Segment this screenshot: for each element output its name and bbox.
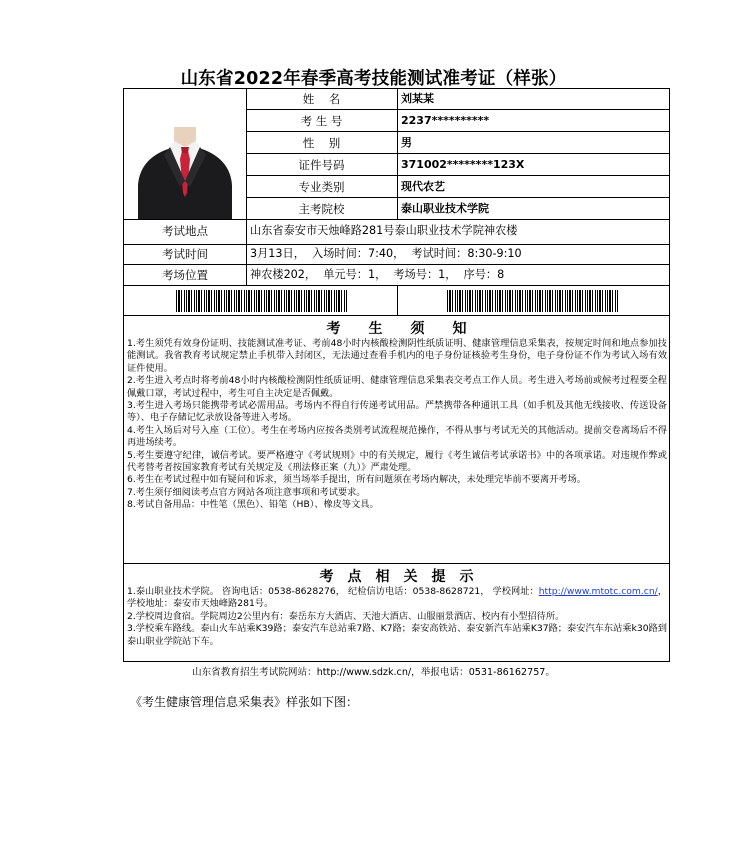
value-name: 刘某某 — [401, 92, 434, 105]
notice-title: 考生须知 — [326, 321, 495, 337]
value-id-number: 371002********123X — [401, 158, 525, 171]
label-exam-time: 考试时间 — [162, 247, 208, 261]
tips-item-1-prefix: 1.泰山职业技术学院。 咨询电话：0538-8628276， 纪检信访电话：0538-8628721， 学校网址： — [127, 586, 539, 597]
page-title: 山东省2022年春季高考技能测试准考证（样张） — [180, 69, 567, 89]
school-website-link[interactable]: http://www.mtotc.com.cn/ — [538, 586, 658, 597]
admission-ticket — [123, 88, 670, 662]
notice-item: 3.考生进入考场只能携带考试必需用品。考场内不得自行传递考试用品。严禁携带各种通讯工具（如手机及其他无线接收、传送设备等）、电子存储记忆录放设备等进入考场。 — [127, 400, 667, 424]
label-exam-location: 考试地点 — [162, 224, 208, 238]
notice-list — [127, 338, 667, 512]
tips-item: 3.学校乘车路线。泰山火车站乘K39路；泰安汽车总站乘7路、K7路；泰安高铁站、泰安新汽车站乘K37路；泰安汽车东站乘k30路到泰山职业学院站下车。 — [127, 623, 667, 647]
value-exam-number: 2237********** — [401, 114, 490, 127]
tips-item-1-suffix: ， 学校地址：泰安市天烛峰路281号。 — [127, 586, 668, 610]
value-exam-time: 3月13日， 入场时间：7:40， 考试时间：8:30-9:10 — [250, 247, 522, 260]
value-exam-room: 神农楼202， 单元号：1， 考场号：1， 序号：8 — [250, 268, 505, 281]
barcode-right — [447, 290, 619, 312]
tips-title: 考点相关提示 — [319, 569, 488, 585]
value-exam-location: 山东省泰安市天烛峰路281号泰山职业技术学院神农楼 — [250, 224, 518, 237]
candidate-photo-icon — [124, 89, 246, 219]
notice-item: 7.考生须仔细阅读考点官方网站各项注意事项和考试要求。 — [127, 486, 366, 498]
label-exam-number: 考 生 号 — [300, 114, 343, 128]
label-school: 主考院校 — [298, 202, 345, 216]
label-exam-room: 考场位置 — [162, 268, 208, 282]
value-gender: 男 — [401, 136, 412, 149]
tips-item — [127, 586, 667, 611]
photo-cell — [124, 89, 246, 219]
footer-text: 山东省教育招生考试院网站：http://www.sdzk.cn/，举报电话：0531-86162757。 — [192, 667, 555, 678]
notice-item: 8.考试自备用品：中性笔（黑色）、铅笔（HB）、橡皮等文具。 — [127, 499, 379, 511]
notice-item: 5.考生要遵守纪律，诚信考试。要严格遵守《考试规则》中的有关规定，履行《考生诚信考试承诺书》中的各项承诺。对违规作弊或代考替考者按国家教育考试有关规定及《刑法修正案（九）》严肃处理。 — [127, 449, 667, 474]
tips-list — [127, 586, 667, 648]
notice-item: 1.考生须凭有效身份证明、技能测试准考证、考前48小时内核酸检测阴性纸质证明、健康管理信息采集表，按规定时间和地点参加技能测试。我省教育考试规定禁止手机带入封闭区，无法通过查看手机内的电子身份证核验考生身份，电子身份证不作为考试入场有效证件使用。 — [127, 338, 667, 374]
label-gender: 性 别 — [302, 136, 341, 150]
notice-item: 4.考生入场后对号入座（工位）。考生在考场内应按各类别考试流程规范操作，不得从事与考试无关的其他活动。提前交卷离场后不得再进场续考。 — [127, 424, 667, 449]
caption-text: 《考生健康管理信息采集表》样张如下图： — [130, 695, 359, 709]
label-major: 专业类别 — [298, 180, 345, 194]
barcode-left — [176, 290, 348, 312]
value-school: 泰山职业技术学院 — [401, 202, 489, 215]
notice-item: 6.考生在考试过程中如有疑问和诉求，须当场举手提出，所有问题须在考场内解决，未处理完毕前不要离开考场。 — [127, 474, 586, 486]
label-id-number: 证件号码 — [298, 158, 345, 172]
tips-item: 2.学校周边食宿。学院周边2公里内有：泰岳东方大酒店、天池大酒店、山服丽景酒店、校内有小型招待所。 — [127, 610, 565, 622]
label-name: 姓 名 — [302, 92, 341, 106]
value-major: 现代农艺 — [401, 180, 445, 193]
notice-item: 2.考生进入考点时将考前48小时内核酸检测阴性纸质证明、健康管理信息采集表交考点工作人员。考生进入考场前或候考过程要全程佩戴口罩，考试过程中，考生可自主决定是否佩戴。 — [127, 375, 667, 399]
